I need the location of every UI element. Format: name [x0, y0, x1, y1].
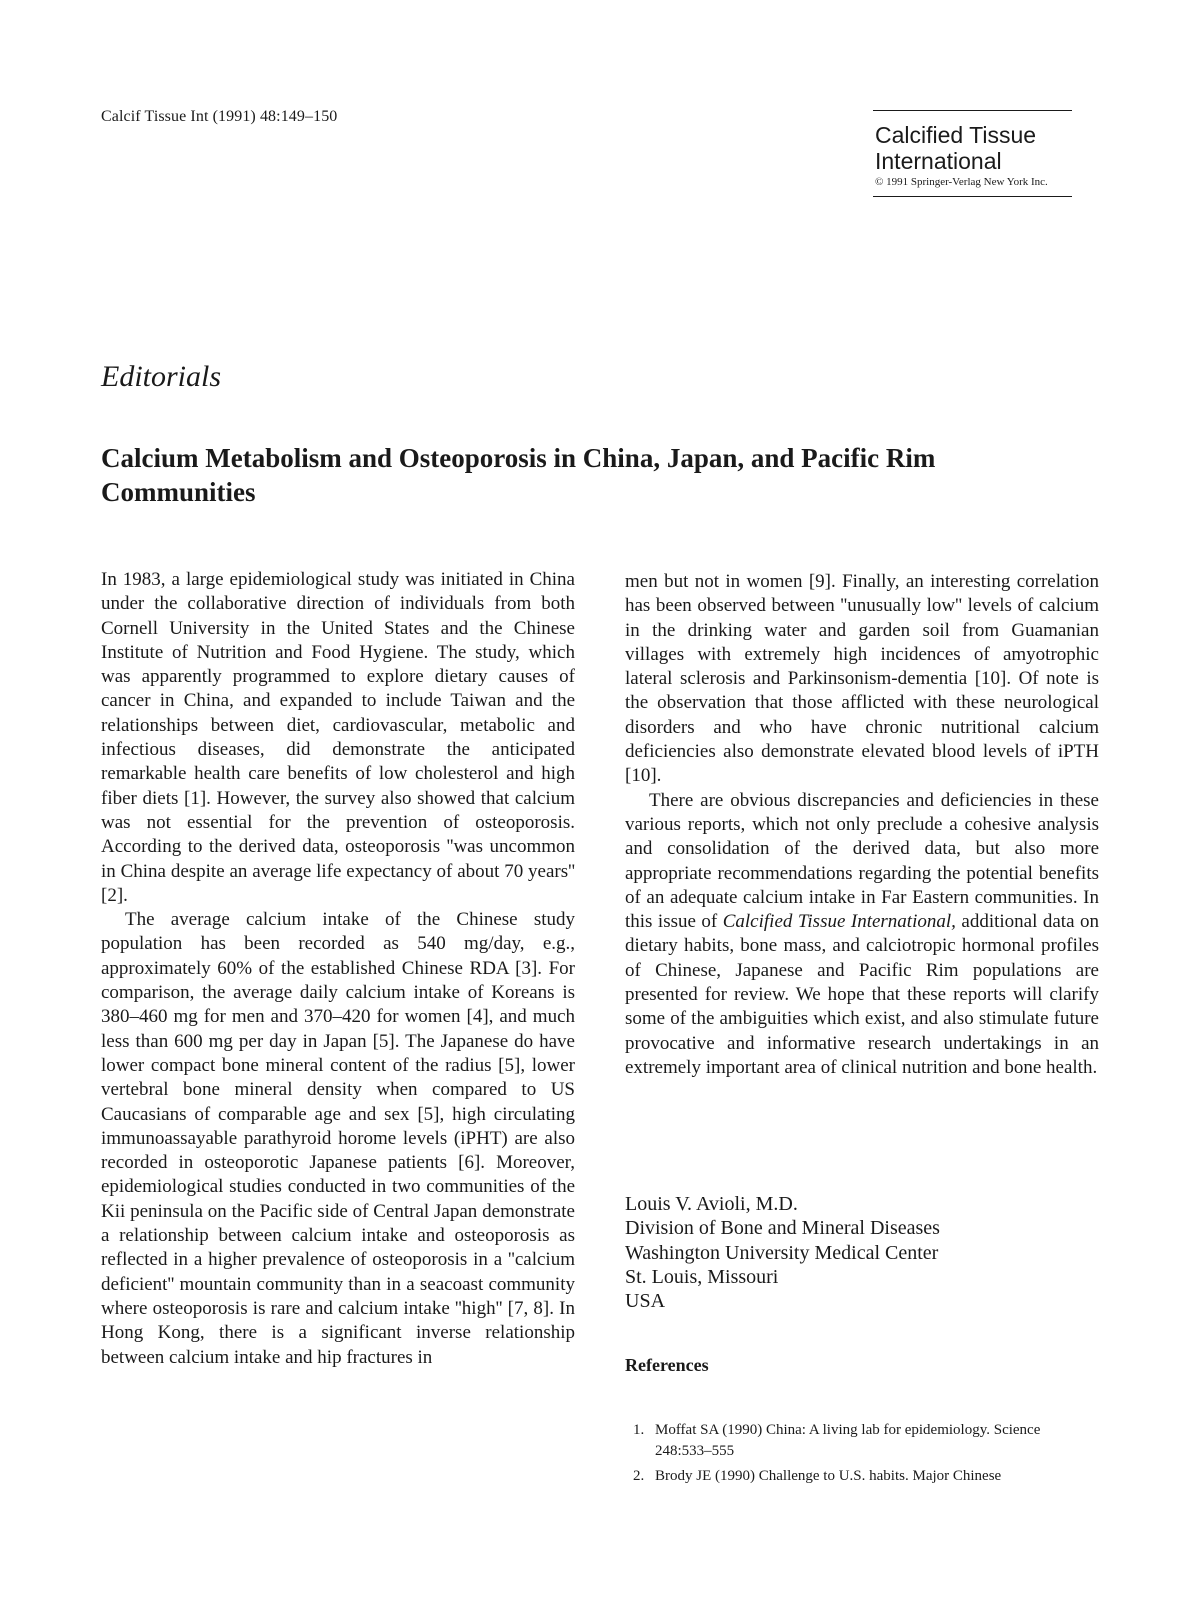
- journal-masthead: [873, 110, 1072, 197]
- paragraph-text: additional data on dietary habits, bone mass, and calciotropic hormonal profiles of Chinese, Japanese and Pacific Rim populations are presented for review. We hope that these reports will clarify some of the ambiguities which exist, and also stimulate future provocative and informative research undertakings in an extremely important area of clinical nutrition and bone health.: [625, 911, 1099, 1078]
- reference-text: Brody JE (1990) Challenge to U.S. habits. Major Chinese: [655, 1468, 1002, 1484]
- references-heading: References: [625, 1355, 709, 1375]
- journal-name-line1: Calcified Tissue: [875, 122, 1037, 148]
- author-division: Division of Bone and Mineral Diseases: [625, 1217, 940, 1240]
- paragraph-text: There are obvious discrepancies and deficiencies in these various reports, which not only preclude a cohesive analysis and consolidation of the derived data, but also more appropriate recommendations regarding the potential benefits of an adequate calcium intake in Far Eastern communities. In this issue of: [625, 789, 1099, 933]
- author-name: Louis V. Avioli, M.D.: [625, 1193, 798, 1215]
- reference-number: 1.: [633, 1422, 645, 1438]
- reference-item: [633, 1420, 1099, 1462]
- article-title: Calcium Metabolism and Osteoporosis in China, Japan, and Pacific Rim Communities: [101, 443, 936, 507]
- author-institution: Washington University Medical Center: [625, 1241, 939, 1264]
- body-column-right: [625, 570, 1099, 1080]
- body-paragraph: In 1983, a large epidemiological study was initiated in China under the collaborative direction of individuals from both Cornell University in the United States and the Chinese Institute of Nutrition and Food Hygiene. The study, which was apparently programmed to explore dietary causes of cancer in China, and expanded to include Taiwan and the relationships between diet, cardiovascular, metabolic and infectious diseases, did demonstrate the anticipated remarkable health care benefits of low cholesterol and high fiber diets [1]. However, the survey also showed that calcium was not essential for the prevention of osteoporosis. According to the derived data, osteoporosis ''was uncommon in China despite an average life expectancy of about 70 years'' [2].: [101, 569, 575, 906]
- author-country: USA: [625, 1290, 666, 1313]
- reference-text: Moffat SA (1990) China: A living lab for epidemiology. Science 248:533–555: [655, 1422, 1041, 1459]
- section-label: Editorials: [101, 360, 222, 393]
- journal-citation: Calcif Tissue Int (1991) 48:149–150: [101, 108, 338, 125]
- body-paragraph-continuation: men but not in women [9]. Finally, an interesting correlation has been observed between ''unusually low'' levels of calcium in the drinking water and garden soil from Guamanian villages with extremely high incidences of amyotrophic lateral sclerosis and Parkinsonism-dementia [10]. Of note is the observation that those afflicted with these neurological disorders and who have chronic nutritional calcium deficiencies also demonstrate elevated blood levels of iPTH [10].: [625, 571, 1099, 787]
- reference-number: 2.: [633, 1468, 645, 1484]
- body-column-left: [101, 568, 575, 1370]
- body-paragraph: The average calcium intake of the Chinese study population has been recorded as 540 mg/day, e.g., approximately 60% of the established Chinese RDA [3]. For comparison, the average daily calcium intake of Koreans is 380–460 mg for men and 370–420 for women [4], and much less than 600 mg per day in Japan [5]. The Japanese do have lower compact bone mineral content of the radius [5], lower vertebral bone mineral density when compared to US Caucasians of comparable age and sex [5], high circulating immunoassayable parathyroid horome levels (iPHT) are also recorded in osteoporotic Japanese patients [6]. Moreover, epidemiological studies conducted in two communities of the Kii peninsula on the Pacific side of Central Japan demonstrate a relationship between calcium intake and osteoporosis as reflected in a higher prevalence of osteoporosis in a ''calcium deficient'' mountain community than in a seacoast community where osteoporosis is rare and calcium intake ''high'' [7, 8]. In Hong Kong, there is a significant inverse relationship between calcium intake and hip fractures in: [101, 909, 575, 1368]
- journal-name: [875, 122, 1072, 174]
- author-city: St. Louis, Missouri: [625, 1265, 779, 1288]
- body-paragraph: [625, 789, 1099, 1081]
- journal-name-line2: International: [875, 148, 1002, 174]
- copyright-notice: © 1991 Springer-Verlag New York Inc.: [875, 176, 1048, 188]
- references-list: [633, 1420, 1099, 1491]
- journal-name-italic: Calcified Tissue International,: [722, 911, 956, 933]
- reference-item: [633, 1466, 1099, 1487]
- author-signature: [625, 1192, 940, 1313]
